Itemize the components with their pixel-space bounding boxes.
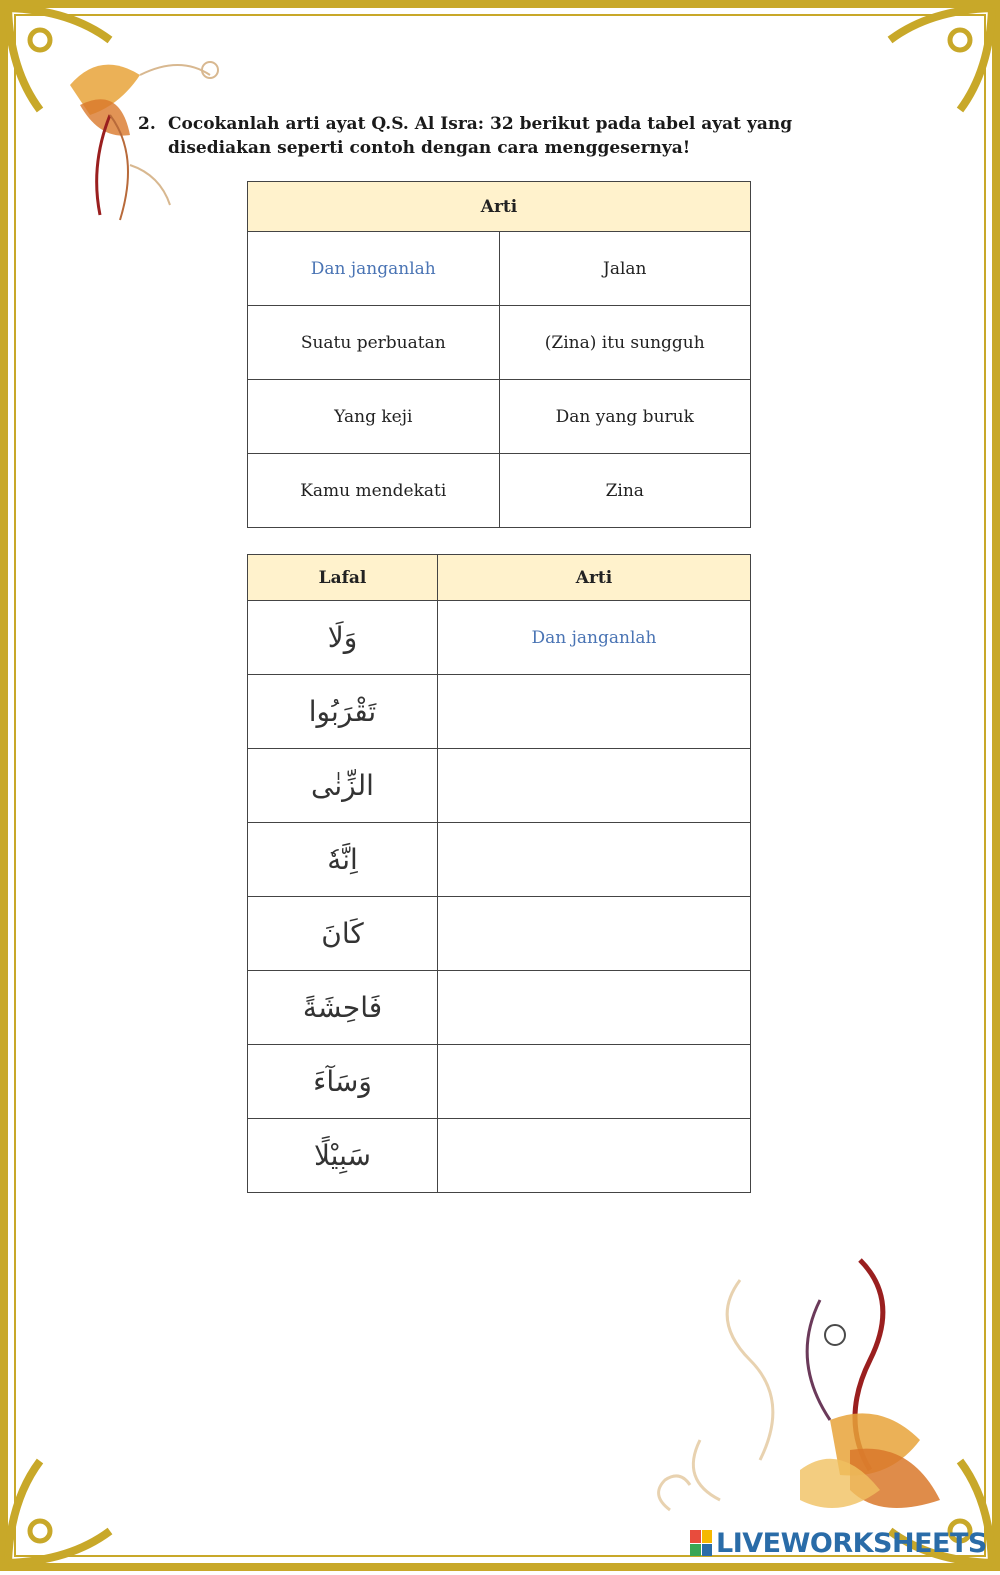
lafal-cell: وَلَا: [248, 601, 438, 675]
lafal-cell: الزِّنٰى: [248, 749, 438, 823]
lafal-cell: اِنَّهٗ: [248, 823, 438, 897]
arti-drop-zone[interactable]: [438, 1045, 751, 1119]
lafal-cell: تَقْرَبُوا: [248, 675, 438, 749]
lafal-cell: وَسَآءَ: [248, 1045, 438, 1119]
arti-drop-zone[interactable]: [438, 749, 751, 823]
answer-table: [247, 554, 751, 1193]
ornament-corner-icon: [870, 0, 1000, 130]
arti-drop-zone[interactable]: [438, 675, 751, 749]
options-table: [247, 181, 751, 528]
instruction-number: 2.: [138, 114, 156, 134]
option-item-draggable[interactable]: Kamu mendekati: [248, 454, 500, 528]
option-item-draggable[interactable]: Suatu perbuatan: [248, 306, 500, 380]
arti-column-header: Arti: [438, 555, 751, 601]
liveworksheets-logo[interactable]: [690, 1526, 987, 1560]
ornament-corner-icon: [0, 1441, 130, 1571]
option-item-draggable[interactable]: Yang keji: [248, 380, 500, 454]
option-item-draggable[interactable]: Jalan: [499, 232, 751, 306]
option-item-draggable[interactable]: (Zina) itu sungguh: [499, 306, 751, 380]
liveworksheets-logo-icon: [690, 1530, 712, 1556]
arti-drop-zone[interactable]: [438, 823, 751, 897]
option-item-draggable[interactable]: Zina: [499, 454, 751, 528]
lafal-cell: فَاحِشَةً: [248, 971, 438, 1045]
leaf-flourish-icon: [640, 1240, 970, 1540]
arti-drop-zone[interactable]: [438, 897, 751, 971]
arti-drop-zone[interactable]: [438, 971, 751, 1045]
lafal-column-header: Lafal: [248, 555, 438, 601]
instruction-text: Cocokanlah arti ayat Q.S. Al Isra: 32 berikut pada tabel ayat yang disediakan seperti contoh dengan cara menggesernya!: [168, 114, 793, 158]
arti-example-cell: Dan janganlah: [438, 601, 751, 675]
option-item-draggable[interactable]: Dan yang buruk: [499, 380, 751, 454]
options-header: Arti: [248, 182, 751, 232]
arti-drop-zone[interactable]: [438, 1119, 751, 1193]
logo-text: LIVEWORKSHEETS: [716, 1527, 987, 1559]
lafal-cell: سَبِيْلًا: [248, 1119, 438, 1193]
option-item-example: Dan janganlah: [248, 232, 500, 306]
lafal-cell: كَانَ: [248, 897, 438, 971]
instruction: [138, 112, 898, 160]
